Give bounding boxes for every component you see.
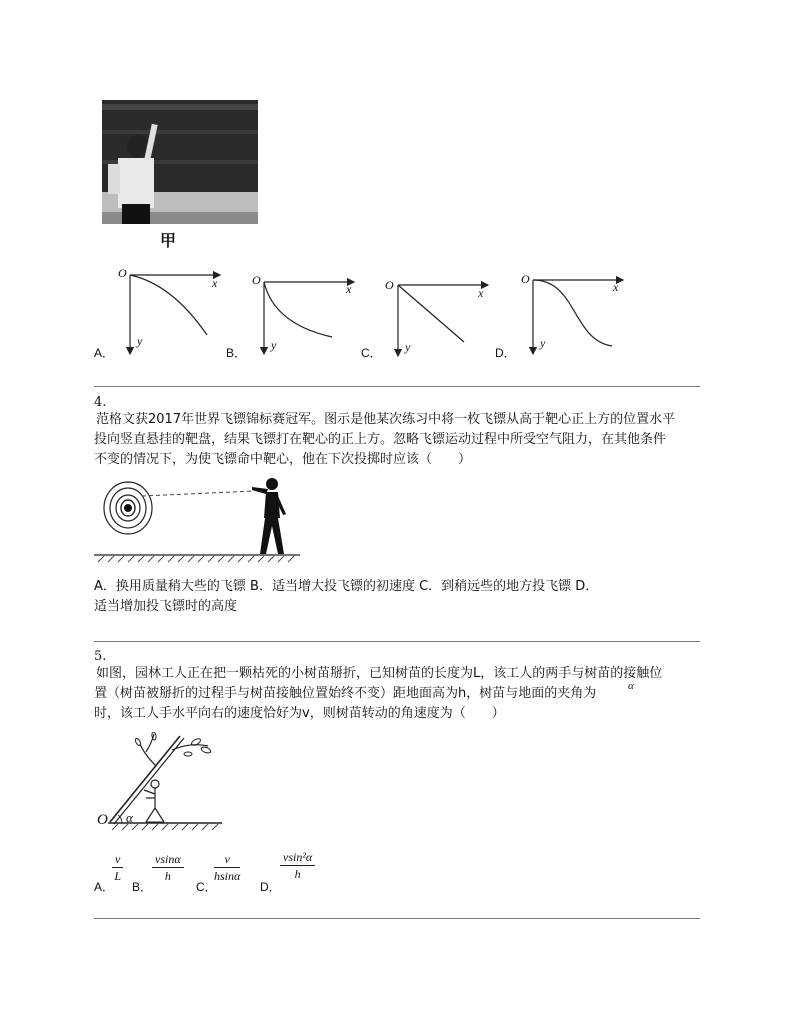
dart-target-figure — [94, 474, 304, 566]
q5-number: 5. — [94, 649, 107, 664]
q4-number: 4. — [94, 395, 107, 410]
graph-d-y-label: y — [540, 336, 546, 350]
q5-option-d-label[interactable]: D． — [260, 880, 281, 894]
q3-option-d[interactable]: D． — [495, 346, 516, 360]
graph-d-origin: O — [521, 272, 530, 286]
q5-stem-line2: 置（树苗被掰折的过程手与树苗接触位置始终不变）距地面高为h，树苗与地面的夹角为 — [94, 686, 597, 701]
fraction-numerator: vsin²α — [280, 850, 315, 866]
q5-option-b-fraction[interactable] — [152, 852, 184, 884]
q5-option-a-fraction[interactable] — [112, 852, 123, 884]
figure-origin-label: O — [97, 812, 108, 828]
graph-a-x-label: x — [212, 276, 218, 290]
q4-answer-line1[interactable]: A．换用质量稍大些的飞镖 B．适当增大投飞镖的初速度 C．到稍远些的地方投飞镖 D． — [94, 579, 599, 594]
fraction-denominator: h — [164, 869, 171, 883]
fraction-denominator: L — [114, 869, 121, 883]
graph-a-y-label: y — [137, 334, 143, 348]
q4-stem-line2: 投向竖直悬挂的靶盘，结果飞镖打在靶心的正上方。忽略飞镖运动过程中所受空气阻力，在其他条件 — [94, 432, 667, 447]
graph-b-x-label: x — [346, 282, 352, 296]
q5-stem-line3: 时，该工人手水平向右的速度恰好为v，则树苗转动的角速度为（ ） — [94, 706, 505, 721]
tree-seedling-figure — [94, 732, 224, 834]
q5-stem-line1: 如图，园林工人正在把一颗枯死的小树苗掰折，已知树苗的长度为L，该工人的两手与树苗的接触位 — [96, 666, 663, 681]
q4-stem-line3: 不变的情况下，为使飞镖命中靶心，他在下次投掷时应该（ ） — [94, 452, 472, 467]
divider — [94, 641, 700, 642]
q3-option-a[interactable]: A． — [94, 346, 115, 360]
figure-angle-label: α — [126, 810, 133, 825]
fraction-denominator: h — [294, 867, 301, 881]
dart-player-photo — [102, 100, 258, 224]
q5-alpha-symbol: α — [628, 680, 634, 692]
q4-stem-line1: 范格文获2017年世界飞镖锦标赛冠军。图示是他某次练习中将一枚飞镖从高于靶心正上方的位置水平 — [96, 412, 676, 427]
q5-option-c-label[interactable]: C． — [196, 880, 217, 894]
graph-b-y-label: y — [271, 338, 277, 352]
fraction-numerator: v — [112, 852, 123, 868]
fraction-numerator: vsinα — [152, 852, 184, 868]
graph-b-origin: O — [252, 273, 261, 287]
fraction-numerator: v — [214, 852, 240, 868]
graph-c-x-label: x — [478, 286, 484, 300]
divider — [94, 918, 700, 919]
q5-option-d-fraction[interactable] — [280, 850, 315, 882]
q5-option-b-label[interactable]: B． — [132, 880, 153, 894]
q5-option-c-fraction[interactable] — [214, 852, 240, 884]
fraction-denominator: hsinα — [214, 869, 241, 883]
graph-c-y-label: y — [405, 340, 411, 354]
q5-option-a-label[interactable]: A． — [94, 880, 115, 894]
divider — [94, 386, 700, 387]
graph-d-x-label: x — [613, 280, 619, 294]
q3-option-b[interactable]: B． — [226, 346, 247, 360]
q3-option-c[interactable]: C． — [361, 346, 382, 360]
graph-a-origin: O — [118, 266, 127, 280]
photo-caption: 甲 — [160, 231, 177, 250]
graph-c-origin: O — [385, 278, 394, 292]
q4-answer-line2[interactable]: 适当增加投飞镖时的高度 — [94, 599, 238, 614]
